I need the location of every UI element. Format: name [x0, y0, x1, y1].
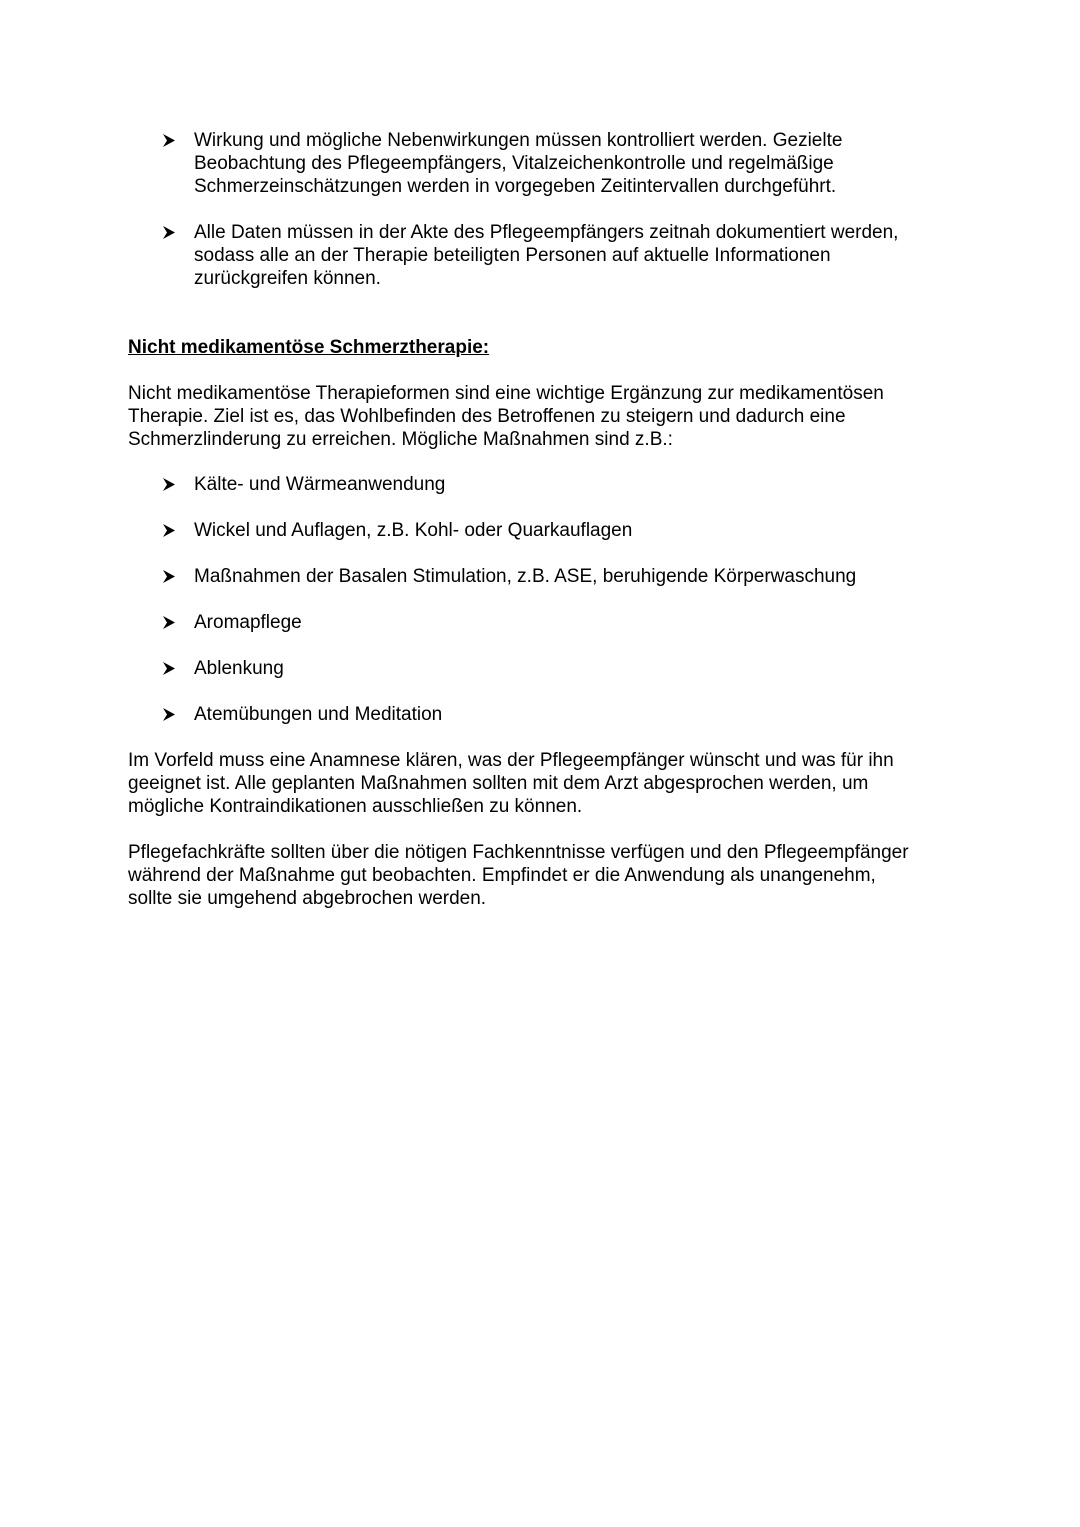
- bullet-line: Beobachtung des Pflegeempfängers, Vitalzeichenkontrolle und regelmäßige: [194, 153, 834, 174]
- paragraph-line: mögliche Kontraindikationen ausschließen zu können.: [128, 796, 583, 817]
- paragraph-line: Pflegefachkräfte sollten über die nötigen Fachkenntnisse verfügen und den Pflegeempfänger: [128, 842, 909, 863]
- bullet-line: zurückgreifen können.: [194, 268, 381, 289]
- bullet-item-effects: [160, 129, 960, 198]
- paragraph-line: Nicht medikamentöse Therapieformen sind eine wichtige Ergänzung zur medikamentösen: [128, 383, 884, 404]
- paragraph-line: sollte sie umgehend abgebrochen werden.: [128, 888, 487, 909]
- intro-paragraph: [128, 382, 968, 451]
- staff-paragraph: [128, 841, 968, 910]
- top-bullet-list: [160, 129, 960, 290]
- paragraph-line: Schmerzlinderung zu erreichen. Mögliche Maßnahmen sind z.B.:: [128, 429, 673, 450]
- measure-item: [160, 473, 960, 496]
- paragraph-line: während der Maßnahme gut beobachten. Empfindet er die Anwendung als unangenehm,: [128, 865, 876, 886]
- paragraph-line: geeignet ist. Alle geplanten Maßnahmen sollten mit dem Arzt abgesprochen werden, um: [128, 773, 869, 794]
- bullet-line: Alle Daten müssen in der Akte des Pflegeempfängers zeitnah dokumentiert werden,: [194, 222, 899, 243]
- bullet-item-documentation: [160, 221, 960, 290]
- measures-list: [160, 473, 960, 726]
- section-heading: Nicht medikamentöse Schmerztherapie:: [128, 337, 490, 358]
- measure-label: Atemübungen und Meditation: [194, 704, 443, 725]
- measure-label: Wickel und Auflagen, z.B. Kohl- oder Quarkauflagen: [194, 520, 633, 541]
- arrowhead-bullet-icon: [162, 565, 176, 588]
- paragraph-line: Im Vorfeld muss eine Anamnese klären, was der Pflegeempfänger wünscht und was für ihn: [128, 750, 894, 771]
- arrowhead-bullet-icon: [162, 703, 176, 726]
- measure-item: [160, 565, 960, 588]
- arrowhead-bullet-icon: [162, 611, 176, 634]
- arrowhead-bullet-icon: [162, 221, 176, 244]
- bullet-line: sodass alle an der Therapie beteiligten Personen auf aktuelle Informationen: [194, 245, 831, 266]
- arrowhead-bullet-icon: [162, 657, 176, 680]
- bullet-line: Schmerzeinschätzungen werden in vorgegeben Zeitintervallen durchgeführt.: [194, 176, 837, 197]
- arrowhead-bullet-icon: [162, 129, 176, 152]
- anamnesis-paragraph: [128, 749, 968, 818]
- bullet-line: Wirkung und mögliche Nebenwirkungen müssen kontrolliert werden. Gezielte: [194, 130, 843, 151]
- measure-item: [160, 657, 960, 680]
- arrowhead-bullet-icon: [162, 473, 176, 496]
- measure-label: Kälte- und Wärmeanwendung: [194, 474, 446, 495]
- measure-item: [160, 519, 960, 542]
- measure-label: Ablenkung: [194, 658, 284, 679]
- paragraph-line: Therapie. Ziel ist es, das Wohlbefinden des Betroffenen zu steigern und dadurch eine: [128, 406, 846, 427]
- measure-label: Aromapflege: [194, 612, 302, 633]
- measure-item: [160, 703, 960, 726]
- arrowhead-bullet-icon: [162, 519, 176, 542]
- measure-item: [160, 611, 960, 634]
- measure-label: Maßnahmen der Basalen Stimulation, z.B. ASE, beruhigende Körperwaschung: [194, 566, 857, 587]
